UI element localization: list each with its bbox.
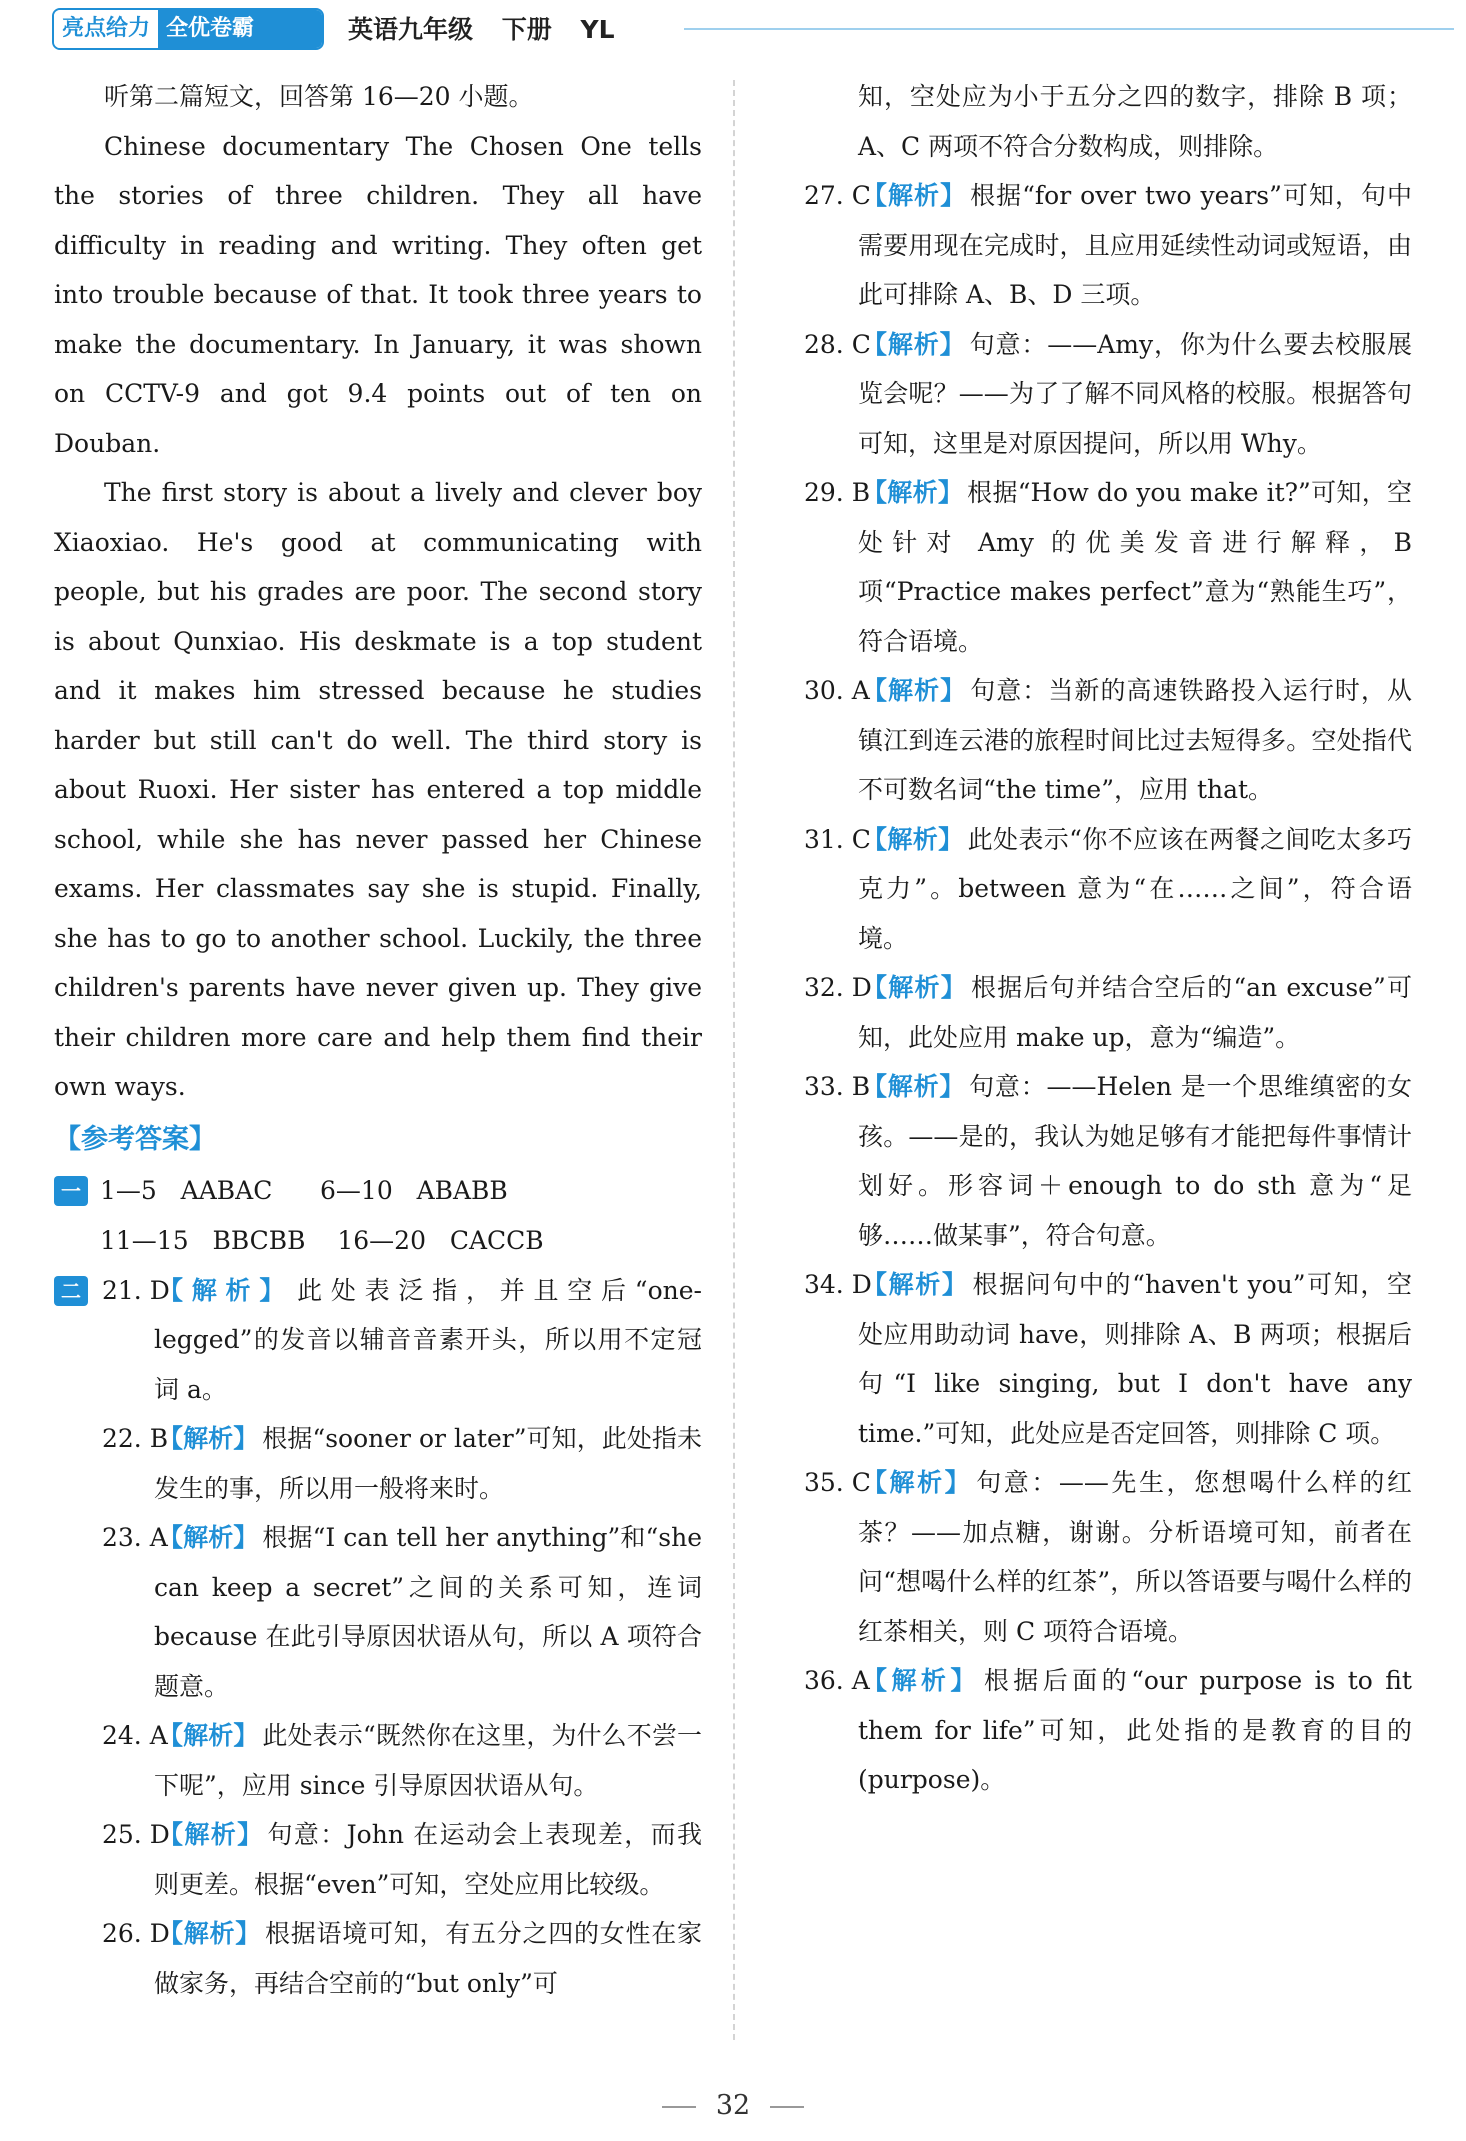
- item-text: 句意：——Helen 是一个思维缜密的女孩。——是的，我认为她足够有才能把每件事情计划好。形容词＋enough to do sth 意为“足够……做某事”，符合句意。: [858, 1072, 1412, 1250]
- analysis-tag: 【解析】: [862, 676, 967, 705]
- left-column: [54, 72, 702, 2008]
- item-number: 34. D: [804, 1270, 872, 1299]
- explanation-item: [54, 1909, 702, 2008]
- item-number: 28. C: [804, 329, 871, 359]
- explanation-item: [804, 1062, 1412, 1260]
- key-answers: BBCBB: [212, 1225, 306, 1255]
- section-1-mark: 一: [54, 1176, 88, 1206]
- page-number: [0, 2090, 1466, 2121]
- book-title: [348, 10, 635, 46]
- explanation-item: [54, 1810, 702, 1909]
- header-rule: [684, 28, 1454, 30]
- key-answers: ABABB: [416, 1175, 508, 1205]
- item-text: 根据“How do you make it?”可知，空处针对 Amy 的优美发音进行解释，B 项“Practice makes perfect”意为“熟能生巧”，符合语境。: [858, 478, 1412, 656]
- item-number: 33. B: [804, 1072, 871, 1101]
- item-number: 27. C: [804, 181, 871, 210]
- analysis-tag: 【解析】: [862, 329, 966, 359]
- explanation-item: [804, 171, 1412, 320]
- item-number: 29. B: [804, 478, 871, 507]
- key-range: 16—20: [337, 1225, 426, 1255]
- column-divider: [733, 80, 735, 2040]
- analysis-tag: 【解析】: [158, 1424, 259, 1453]
- key-answers: AABAC: [180, 1175, 273, 1205]
- item-text: 此处表示“你不应该在两餐之间吃太多巧克力”。between 意为“在……之间”，符合语境。: [858, 824, 1412, 953]
- page-number-text: 32: [715, 2090, 751, 2121]
- item-number: 32. D: [804, 973, 872, 1002]
- brand-name: 亮点给力: [54, 10, 158, 48]
- passage-paragraph-2: The first story is about a lively and clever boy Xiaoxiao. He's good at communicating with people, but his grades are poor. The second story is about Qunxiao. His deskmate is a top student and it makes him stressed because he studies harder but still can't do well. The third story is about Ruoxi. Her sister has entered a top middle school, while she has never passed her Chinese exams. Her classmates say she is stupid. Finally, she has to go to another school. Luckily, the three children's parents have never given up. They give their children more care and help them find their own ways.: [54, 478, 702, 1101]
- analysis-tag: 【解析】: [862, 1270, 969, 1299]
- page-header: [52, 8, 1412, 48]
- analysis-tag: 【解析】: [862, 1666, 980, 1695]
- item-text: 此处表示“既然你在这里，为什么不尝一下呢”，应用 since 引导原因状语从句。: [154, 1721, 702, 1800]
- item-text: 根据“I can tell her anything”和“she can keep a secret”之间的关系可知，连词 because 在此引导原因状语从句，所以 A 项符合题意。: [154, 1523, 702, 1701]
- item-text: 句意：当新的高速铁路投入运行时，从镇江到连云港的旅程时间比过去短得多。空处指代不可数名词“the time”，应用 that。: [858, 676, 1412, 804]
- analysis-tag: 【解析】: [158, 1523, 259, 1552]
- analysis-tag: 【解析】: [862, 1072, 966, 1101]
- explanation-item: [54, 1711, 702, 1810]
- subject-label: 英语九年级: [348, 15, 474, 44]
- item-number: 31. C: [804, 824, 871, 854]
- item-number: 30. A: [804, 676, 870, 705]
- analysis-tag: 【解析】: [158, 1721, 259, 1750]
- item-number: 36. A: [804, 1666, 870, 1695]
- analysis-tag: 【解析】: [862, 824, 964, 854]
- explanation-item: [804, 468, 1412, 666]
- volume-label: 下册: [501, 15, 552, 44]
- explanation-item: [804, 1458, 1412, 1656]
- item-number: 24. A: [102, 1721, 168, 1750]
- item-number: 21. D: [102, 1275, 170, 1305]
- passage-paragraph-1: Chinese documentary The Chosen One tells the stories of three children. They all have difficulty in reading and writing. They often get into trouble because of that. It took three years to make the documentary. In January, it was shown on CCTV-9 and got 9.4 points out of ten on Douban.: [54, 131, 702, 458]
- item-number: 22. B: [102, 1424, 169, 1453]
- brand-badge: [52, 8, 324, 50]
- explanation-item: [804, 1656, 1412, 1805]
- analysis-tag: 【解析】: [158, 1820, 264, 1849]
- key-range: 1—5: [100, 1175, 157, 1205]
- key-range: 6—10: [320, 1175, 393, 1205]
- series-name: 全优卷霸: [158, 10, 322, 48]
- analysis-tag: 【解析】: [158, 1919, 261, 1948]
- item-text: 根据语境可知，有五分之四的女性在家做家务，再结合空前的“but only”可: [154, 1919, 702, 1998]
- explanation-continuation: 知，空处应为小于五分之四的数字，排除 B 项；A、C 两项不符合分数构成，则排除。: [858, 82, 1412, 161]
- key-range: 11—15: [100, 1225, 189, 1255]
- analysis-tag: 【解析】: [862, 1468, 973, 1497]
- item-text: 根据后句并结合空后的“an excuse”可知，此处应用 make up，意为“编造”。: [858, 973, 1412, 1052]
- passage-intro: 听第二篇短文，回答第 16—20 小题。: [104, 82, 534, 111]
- item-number: 35. C: [804, 1468, 871, 1497]
- item-text: 根据后面的“our purpose is to fit them for life”可知，此处指的是教育的目的(purpose)。: [858, 1666, 1412, 1794]
- answer-key-row-2: [54, 1216, 702, 1266]
- page-number-dash: [662, 2106, 696, 2108]
- explanation-item: [54, 1414, 702, 1513]
- explanation-item: [54, 1513, 702, 1711]
- explanation-item: [804, 666, 1412, 815]
- item-text: 根据“sooner or later”可知，此处指未发生的事，所以用一般将来时。: [154, 1424, 702, 1503]
- item-text: 根据问句中的“haven't you”可知，空处应用助动词 have，则排除 A、B 两项；根据后句“I like singing, but I don't have any time.”可知，此处应是否定回答，则排除 C 项。: [858, 1270, 1412, 1448]
- right-column: [804, 72, 1412, 1805]
- answer-key-row-1: [54, 1166, 702, 1216]
- explanation-item: [804, 320, 1412, 469]
- analysis-tag: 【解析】: [862, 181, 967, 210]
- item-text: 句意：——Amy，你为什么要去校服展览会呢？——为了了解不同风格的校服。根据答句可知，这里是对原因提问，所以用 Why。: [858, 329, 1412, 458]
- explanation-item: [804, 815, 1412, 964]
- explanation-item: [804, 963, 1412, 1062]
- item-number: 25. D: [102, 1820, 170, 1849]
- analysis-tag: 【解析】: [158, 1275, 294, 1305]
- item-number: 26. D: [102, 1919, 170, 1948]
- edition-label: YL: [580, 15, 615, 44]
- item-text: 句意：——先生，您想喝什么样的红茶？——加点糖，谢谢。分析语境可知，前者在问“想喝什么样的红茶”，所以答语要与喝什么样的红茶相关，则 C 项符合语境。: [858, 1468, 1412, 1646]
- explanation-item: [804, 1260, 1412, 1458]
- item-text: 根据“for over two years”可知，句中需要用现在完成时，且应用延续性动词或短语，由此可排除 A、B、D 三项。: [858, 181, 1412, 309]
- item-text: 此处表泛指，并且空后“one-legged”的发音以辅音音素开头，所以用不定冠词 a。: [154, 1275, 702, 1404]
- item-text: 句意：John 在运动会上表现差，而我则更差。根据“even”可知，空处应用比较级。: [154, 1820, 702, 1899]
- analysis-tag: 【解析】: [862, 973, 967, 1002]
- analysis-tag: 【解析】: [862, 478, 964, 507]
- key-answers: CACCB: [449, 1225, 544, 1255]
- section-2-mark: 二: [54, 1276, 88, 1306]
- explanation-item: [54, 1266, 702, 1415]
- item-number: 23. A: [102, 1523, 168, 1552]
- page-number-dash: [770, 2106, 804, 2108]
- answer-heading: 【参考答案】: [54, 1123, 216, 1155]
